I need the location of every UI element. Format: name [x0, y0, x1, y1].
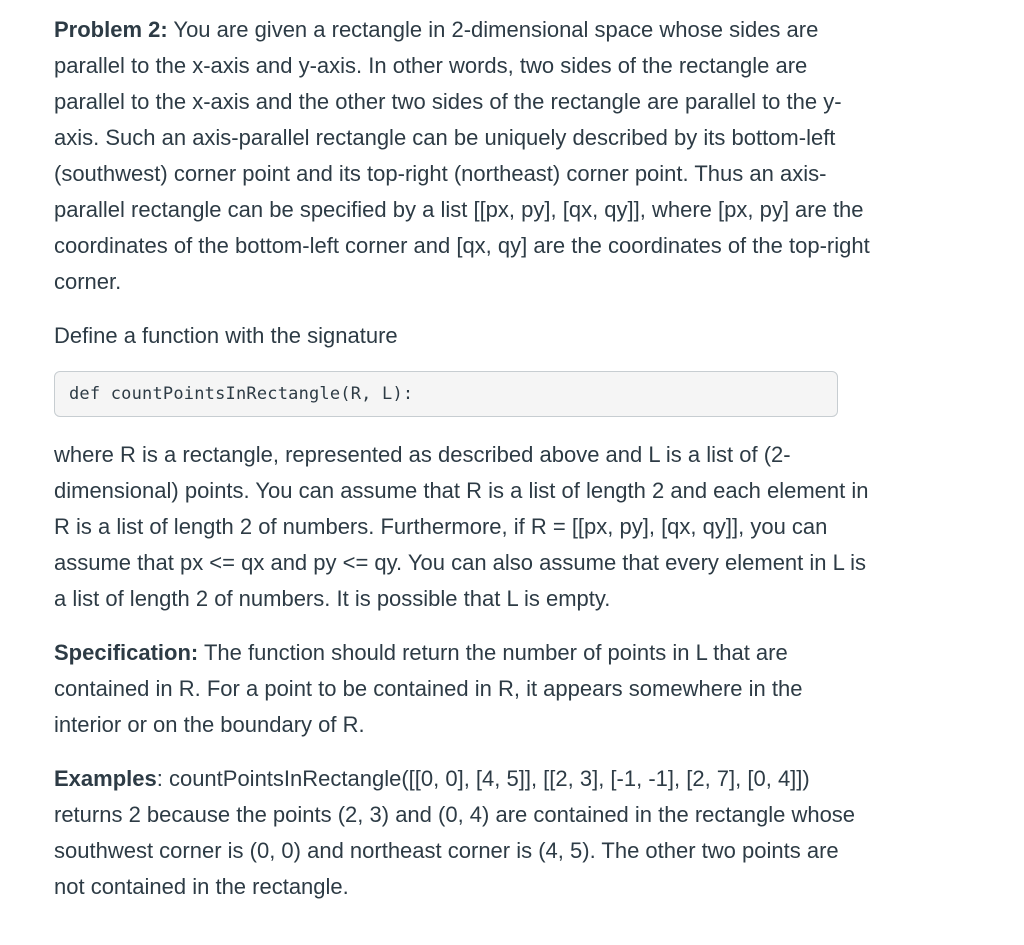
assumptions-paragraph: where R is a rectangle, represented as described above and L is a list of (2-dimensional) points. You can assume that R is a list of length 2 and each element in R is a list of length 2 of numbers. Furthermore, if R = [[px, py], [qx, qy]], you can assume that px <= qx and py <= qy. You can also assume that every element in L is a list of length 2 of numbers. It is possible that L is empty. — [54, 442, 869, 611]
examples-text: : countPointsInRectangle([[0, 0], [4, 5]], [[2, 3], [-1, -1], [2, 7], [0, 4]]) returns 2 because the points (2, 3) and (0, 4) are contained in the rectangle whose southwest corner is (0, 0) and northeast corner is (4, 5). The other two points are not contained in the rectangle. — [54, 766, 856, 899]
specification-label: Specification: — [54, 640, 199, 665]
problem-content — [54, 12, 874, 905]
problem-label: Problem 2: — [54, 17, 168, 42]
problem-intro-text: You are given a rectangle in 2-dimensional space whose sides are parallel to the x-axis and y-axis. In other words, two sides of the rectangle are parallel to the x-axis and the other two sides of the rectangle are parallel to the y-axis. Such an axis-parallel rectangle can be uniquely described by its bottom-left (southwest) corner point and its top-right (northeast) corner point. Thus an axis-parallel rectangle can be specified by a list [[px, py], [qx, qy]], where [px, py] are the coordinates of the bottom-left corner and [qx, qy] are the coordinates of the top-right corner. — [54, 17, 870, 294]
code-block — [54, 371, 838, 417]
specification-paragraph — [54, 635, 874, 743]
problem-intro-paragraph — [54, 12, 874, 300]
examples-paragraph — [54, 761, 874, 905]
specification-text: The function should return the number of points in L that are contained in R. For a point to be contained in R, it appears somewhere in the interior or on the boundary of R. — [54, 640, 803, 737]
function-signature: def countPointsInRectangle(R, L): — [69, 384, 414, 404]
examples-label: Examples — [54, 766, 157, 791]
define-paragraph: Define a function with the signature — [54, 323, 398, 348]
